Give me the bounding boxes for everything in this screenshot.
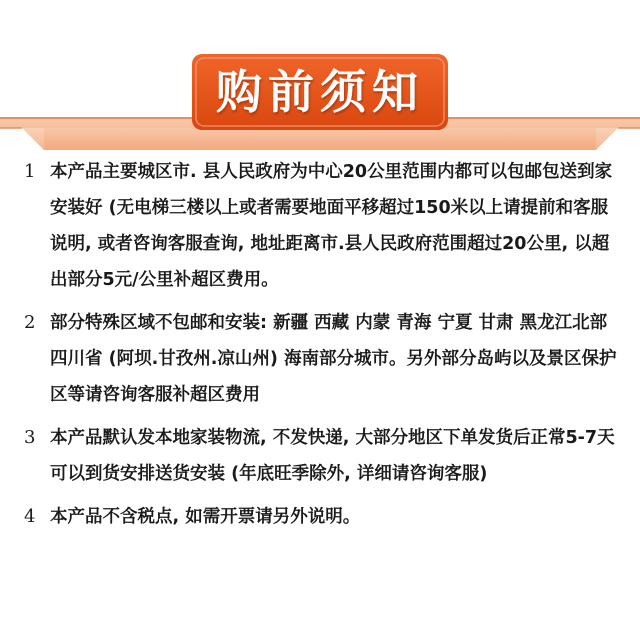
notice-item-4 xyxy=(24,499,620,535)
item-number: 4 xyxy=(24,506,36,527)
page-title: 购前须知 xyxy=(216,65,424,119)
item-number: 3 xyxy=(24,427,36,448)
notice-item-3 xyxy=(24,420,620,492)
item-number: 2 xyxy=(24,312,36,333)
notice-item-1 xyxy=(24,154,620,298)
notice-item-2 xyxy=(24,305,620,413)
item-text: 本产品主要城区市. 县人民政府为中心20公里范围内都可以包邮包送到家安装好 (无电梯三楼以上或者需要地面平移超过150米以上请提前和客服说明, 或者咨询客服查询, 地址距离市.县人民政府范围超过20公里, 以超出部分5元/公里补超区费用。 xyxy=(50,162,613,290)
item-text: 部分特殊区域不包邮和安装: 新疆 西藏 内蒙 青海 宁夏 甘肃 黑龙江北部 四川省 (阿坝.甘孜州.凉山州) 海南部分城市。另外部分岛屿以及景区保护区等请咨询客服补超区费用 xyxy=(50,313,617,405)
item-number: 1 xyxy=(24,161,36,182)
item-text: 本产品默认发本地家装物流, 不发快递, 大部分地区下单发货后正常5-7天可以到货安排送货安装 (年底旺季除外, 详细请咨询客服) xyxy=(50,428,615,484)
header-banner xyxy=(0,0,640,160)
purchase-notice-list xyxy=(24,154,620,542)
item-text: 本产品不含税点, 如需开票请另外说明。 xyxy=(50,507,361,527)
